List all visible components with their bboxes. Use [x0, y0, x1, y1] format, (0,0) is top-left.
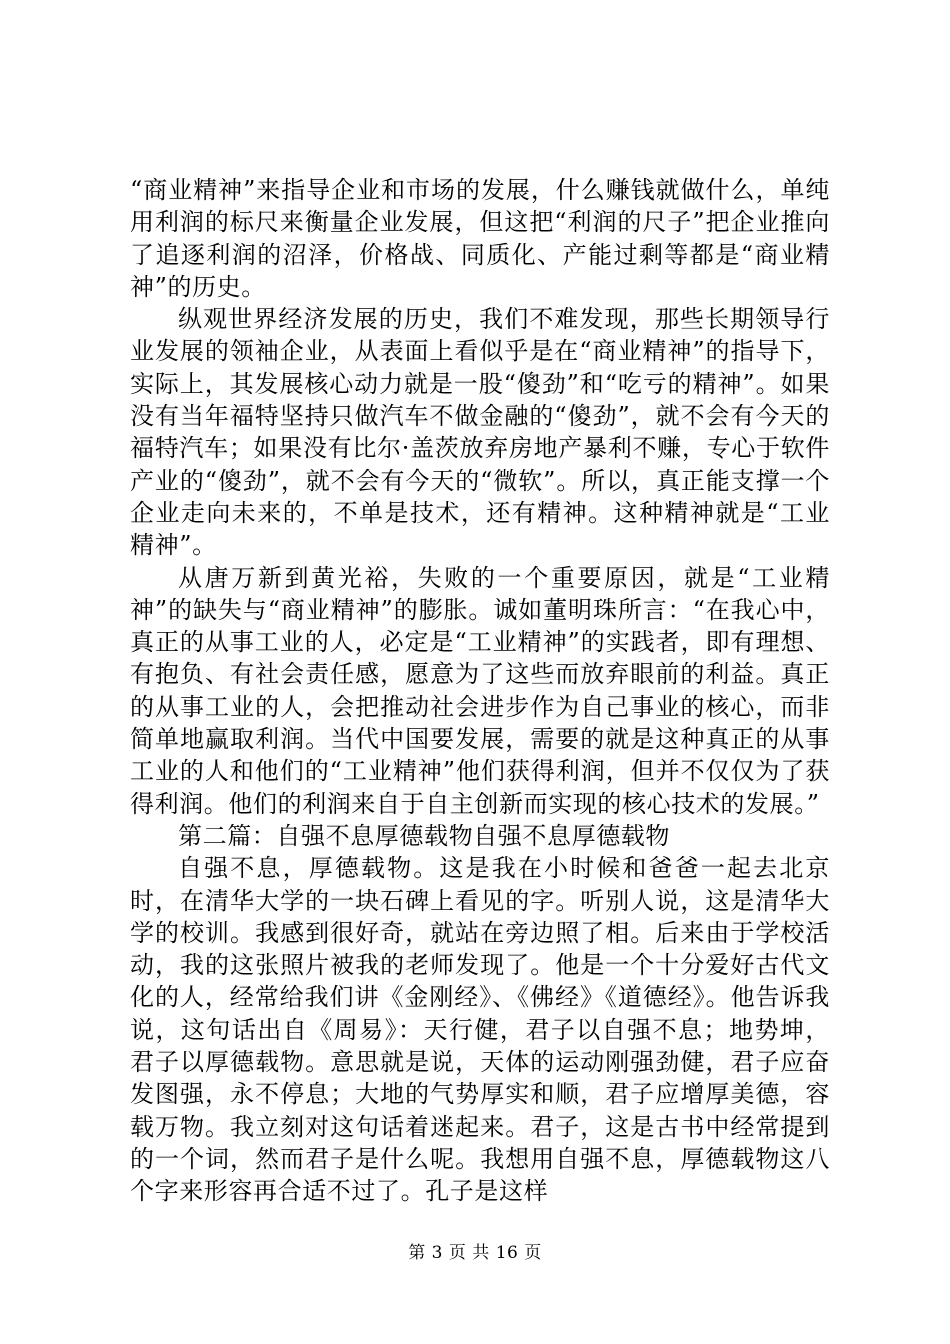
- section-heading: 第二篇：自强不息厚德载物自强不息厚德载物: [178, 821, 670, 850]
- paragraph-1: “商业精神”来指导企业和市场的发展，什么赚钱就做什么，单纯用利润的标尺来衡量企业发展，但这把“利润的尺子”把企业推向了追逐利润的沼泽，价格战、同质化、产能过剩等都是“商业精神”的历史。: [130, 176, 830, 301]
- paragraph-2: 纵观世界经济发展的历史，我们不难发现，那些长期领导行业发展的领袖企业，从表面上看似乎是在“商业精神”的指导下，实际上，其发展核心动力就是一股“傻劲”和“吃亏的精神”。如果没有当年福特坚持只做汽车不做金融的“傻劲”，就不会有今天的福特汽车；如果没有比尔·盖茨放弃房地产暴利不赚，专心于软件产业的“傻劲”，就不会有今天的“微软”。所以，真正能支撑一个企业走向未来的，不单是技术，还有精神。这种精神就是“工业精神”。: [130, 305, 830, 560]
- page-footer: 第 3 页 共 16 页: [408, 1243, 542, 1263]
- section-paragraph: 自强不息，厚德载物。这是我在小时候和爸爸一起去北京时，在清华大学的一块石碑上看见的字。听别人说，这是清华大学的校训。我感到很好奇，就站在旁边照了相。后来由于学校活动，我的这张照片被我的老师发现了。他是一个十分爱好古代文化的人，经常给我们讲《金刚经》、《佛经》《道德经》。他告诉我说，这句话出自《周易》：天行健，君子以自强不息；地势坤，君子以厚德载物。意思就是说，天体的运动刚强劲健，君子应奋发图强，永不停息；大地的气势厚实和顺，君子应增厚美德，容载万物。我立刻对这句话着迷起来。君子，这是古书中经常提到的一个词，然而君子是什么呢。我想用自强不息，厚德载物这八个字来形容再合适不过了。孔子是这样: [130, 854, 830, 1206]
- document-body: [130, 174, 830, 1208]
- paragraph-3: 从唐万新到黄光裕，失败的一个重要原因，就是“工业精神”的缺失与“商业精神”的膨胀。诚如董明珠所言：“在我心中，真正的从事工业的人，必定是“工业精神”的实践者，即有理想、有抱负、有社会责任感，愿意为了这些而放弃眼前的利益。真正的从事工业的人，会把推动社会进步作为自己事业的核心，而非简单地赢取利润。当代中国要发展，需要的就是这种真正的从事工业的人和他们的“工业精神”他们获得利润，但并不仅仅为了获得利润。他们的利润来自于自主创新而实现的核心技术的发展。”: [130, 563, 830, 818]
